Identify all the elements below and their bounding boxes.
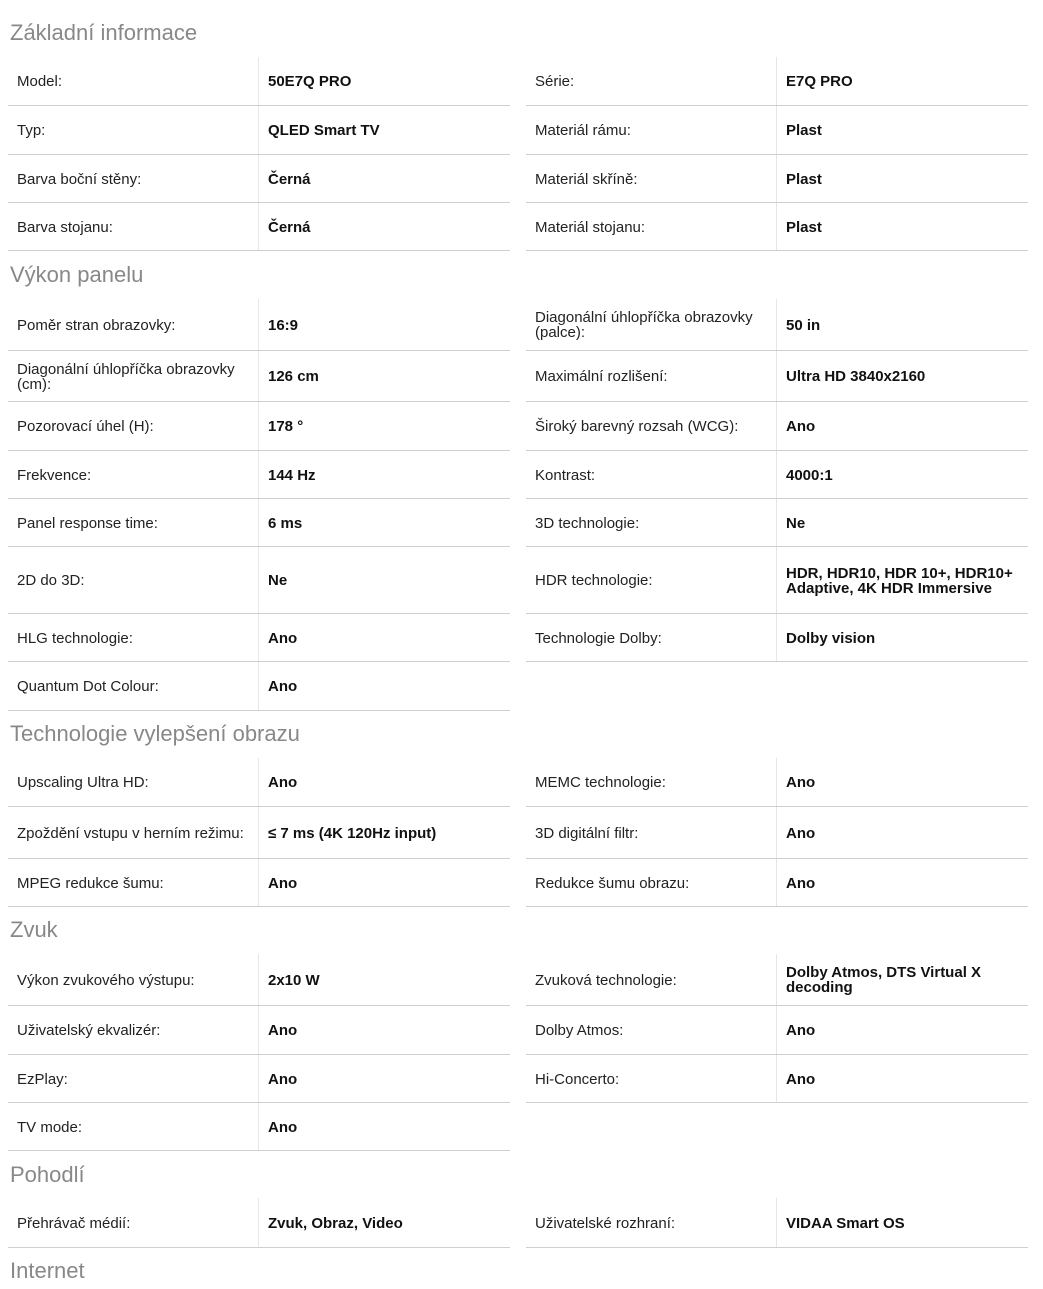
spec-row <box>8 547 510 614</box>
spec-label: EzPlay: <box>17 1070 68 1088</box>
column-divider <box>258 614 259 661</box>
spec-value: Černá <box>268 218 311 236</box>
spec-row <box>8 106 510 155</box>
column-divider <box>776 351 777 401</box>
column-divider <box>258 451 259 498</box>
spec-label: Dolby Atmos: <box>535 1022 624 1039</box>
spec-row <box>526 614 1028 662</box>
spec-label: Uživatelský ekvalizér: <box>17 1022 161 1039</box>
spec-row <box>8 299 510 351</box>
spec-value: Ano <box>268 1118 298 1136</box>
spec-value: Dolby Atmos, DTS Virtual X decoding <box>786 964 982 996</box>
section-title-image: Technologie vylepšení obrazu <box>10 721 300 746</box>
spec-label: Výkon zvukového výstupu: <box>17 971 195 989</box>
spec-value: Ano <box>786 1022 816 1039</box>
spec-label: MPEG redukce šumu: <box>17 874 164 892</box>
column-divider <box>776 451 777 498</box>
column-divider <box>776 57 777 105</box>
spec-row <box>8 859 510 907</box>
column-divider <box>776 547 777 613</box>
spec-label: Quantum Dot Colour: <box>17 678 159 695</box>
section-title-panel: Výkon panelu <box>10 262 144 287</box>
spec-label: Materiál rámu: <box>535 122 631 139</box>
row-divider <box>526 1102 1028 1103</box>
column-divider <box>258 1198 259 1247</box>
spec-row <box>526 1198 1028 1248</box>
row-divider <box>8 250 510 251</box>
spec-value: Ano <box>786 874 816 892</box>
column-divider <box>258 299 259 350</box>
spec-label: Barva stojanu: <box>17 218 113 236</box>
spec-value: 4000:1 <box>786 466 833 484</box>
spec-label: 3D digitální filtr: <box>535 824 639 842</box>
spec-value: 50E7Q PRO <box>268 73 352 90</box>
spec-row <box>8 1006 510 1055</box>
column-divider <box>776 1055 777 1102</box>
column-divider <box>776 203 777 250</box>
spec-value: Dolby vision <box>786 629 876 647</box>
column-divider <box>776 499 777 546</box>
column-divider <box>258 547 259 613</box>
spec-row <box>8 402 510 451</box>
column-divider <box>776 758 777 806</box>
spec-label: Série: <box>535 73 575 90</box>
spec-value: Ne <box>786 514 806 532</box>
spec-row <box>526 203 1028 251</box>
spec-value: 6 ms <box>268 514 303 532</box>
row-divider <box>8 710 510 711</box>
spec-row <box>526 807 1028 859</box>
column-divider <box>258 106 259 154</box>
spec-value: Ano <box>268 1070 298 1088</box>
spec-label: TV mode: <box>17 1118 83 1136</box>
spec-value: Ano <box>268 1022 298 1039</box>
spec-value: Černá <box>268 170 311 188</box>
spec-row <box>8 203 510 251</box>
spec-label: Zvuková technologie: <box>535 971 677 989</box>
column-divider <box>776 614 777 661</box>
column-divider <box>258 662 259 710</box>
spec-value: 144 Hz <box>268 466 316 484</box>
spec-label: 3D technologie: <box>535 514 640 532</box>
spec-value: 16:9 <box>268 316 299 334</box>
column-divider <box>776 155 777 202</box>
spec-row <box>8 1055 510 1103</box>
column-divider <box>258 155 259 202</box>
spec-label: Upscaling Ultra HD: <box>17 774 149 791</box>
section-title-comfort: Pohodlí <box>10 1162 85 1187</box>
column-divider <box>776 1006 777 1054</box>
spec-row <box>8 758 510 807</box>
column-divider <box>258 203 259 250</box>
column-divider <box>776 299 777 350</box>
spec-value: Plast <box>786 170 822 188</box>
spec-row <box>8 662 510 711</box>
spec-row <box>526 547 1028 614</box>
spec-label: Barva boční stěny: <box>17 170 142 188</box>
spec-value: Ano <box>268 629 298 647</box>
section-title-basic: Základní informace <box>10 20 198 45</box>
column-divider <box>776 954 777 1005</box>
spec-value: Zvuk, Obraz, Video <box>268 1214 403 1232</box>
spec-label: Redukce šumu obrazu: <box>535 874 690 892</box>
spec-label: HDR technologie: <box>535 572 653 589</box>
spec-row <box>526 106 1028 155</box>
column-divider <box>258 758 259 806</box>
spec-row <box>526 299 1028 351</box>
spec-label: 2D do 3D: <box>17 572 85 589</box>
spec-value: E7Q PRO <box>786 73 853 90</box>
column-divider <box>776 807 777 858</box>
column-divider <box>258 57 259 105</box>
column-divider <box>258 1006 259 1054</box>
spec-row <box>8 614 510 662</box>
spec-label: Uživatelské rozhraní: <box>535 1214 676 1232</box>
row-divider <box>526 250 1028 251</box>
spec-row <box>8 954 510 1006</box>
spec-value: VIDAA Smart OS <box>786 1214 905 1232</box>
spec-row <box>526 351 1028 402</box>
spec-row <box>526 499 1028 547</box>
column-divider <box>258 859 259 906</box>
column-divider <box>776 859 777 906</box>
section-title-sound: Zvuk <box>10 917 58 942</box>
spec-label: Typ: <box>17 122 46 139</box>
spec-value: Ultra HD 3840x2160 <box>786 368 926 385</box>
column-divider <box>258 402 259 450</box>
row-divider <box>8 906 510 907</box>
spec-value: Ne <box>268 572 288 589</box>
column-divider <box>776 106 777 154</box>
spec-row <box>526 954 1028 1006</box>
spec-value: Plast <box>786 122 822 139</box>
spec-row <box>526 758 1028 807</box>
spec-value: 50 in <box>786 316 821 334</box>
spec-row <box>8 807 510 859</box>
spec-row <box>526 451 1028 499</box>
spec-label: Technologie Dolby: <box>535 629 662 647</box>
spec-row <box>526 1055 1028 1103</box>
spec-label: Diagonální úhlopříčka obrazovky (palce): <box>535 309 753 341</box>
spec-label: Maximální rozlišení: <box>535 368 668 385</box>
spec-label: Materiál skříně: <box>535 170 638 188</box>
spec-value: Ano <box>786 418 816 435</box>
spec-row <box>8 1198 510 1248</box>
row-divider <box>526 1247 1028 1248</box>
spec-value: Plast <box>786 218 822 236</box>
spec-value: 178 ° <box>268 418 304 435</box>
spec-value: Ano <box>786 1070 816 1088</box>
spec-value: Ano <box>268 874 298 892</box>
spec-label: Zpoždění vstupu v herním režimu: <box>17 824 244 842</box>
spec-row <box>8 155 510 203</box>
spec-label: Kontrast: <box>535 466 596 484</box>
spec-row <box>526 57 1028 106</box>
spec-label: Diagonální úhlopříčka obrazovky (cm): <box>17 360 235 393</box>
row-divider <box>8 1150 510 1151</box>
spec-label: Panel response time: <box>17 514 158 532</box>
spec-row <box>526 402 1028 451</box>
column-divider <box>258 954 259 1005</box>
spec-label: Materiál stojanu: <box>535 218 646 236</box>
spec-row <box>526 859 1028 907</box>
spec-label: Široký barevný rozsah (WCG): <box>535 418 739 435</box>
spec-row <box>8 1103 510 1151</box>
row-divider <box>526 661 1028 662</box>
spec-value: Ano <box>268 774 298 791</box>
column-divider <box>258 1103 259 1150</box>
spec-value: HDR, HDR10, HDR 10+, HDR10+ Adaptive, 4K HDR Immersive <box>786 564 1013 597</box>
spec-row <box>8 57 510 106</box>
column-divider <box>258 351 259 401</box>
spec-value: 126 cm <box>268 368 319 385</box>
column-divider <box>258 807 259 858</box>
spec-label: Model: <box>17 73 63 90</box>
column-divider <box>776 402 777 450</box>
column-divider <box>776 1198 777 1247</box>
spec-value: 2x10 W <box>268 971 320 989</box>
spec-value: Ano <box>786 774 816 791</box>
spec-label: Pozorovací úhel (H): <box>17 418 154 435</box>
spec-label: MEMC technologie: <box>535 774 666 791</box>
row-divider <box>526 906 1028 907</box>
spec-value: Ano <box>268 678 298 695</box>
spec-value: QLED Smart TV <box>268 122 380 139</box>
spec-value: ≤ 7 ms (4K 120Hz input) <box>268 824 437 842</box>
spec-label: Hi-Concerto: <box>535 1070 620 1088</box>
row-divider <box>8 1247 510 1248</box>
column-divider <box>258 1055 259 1102</box>
spec-label: HLG technologie: <box>17 629 133 647</box>
spec-row <box>8 351 510 402</box>
section-title-internet: Internet <box>10 1258 85 1283</box>
spec-row <box>8 499 510 547</box>
spec-row <box>526 1006 1028 1055</box>
spec-label: Frekvence: <box>17 466 92 484</box>
spec-row <box>526 155 1028 203</box>
spec-label: Poměr stran obrazovky: <box>17 316 176 334</box>
column-divider <box>258 499 259 546</box>
spec-value: Ano <box>786 824 816 842</box>
spec-row <box>8 451 510 499</box>
spec-label: Přehrávač médií: <box>17 1214 131 1232</box>
